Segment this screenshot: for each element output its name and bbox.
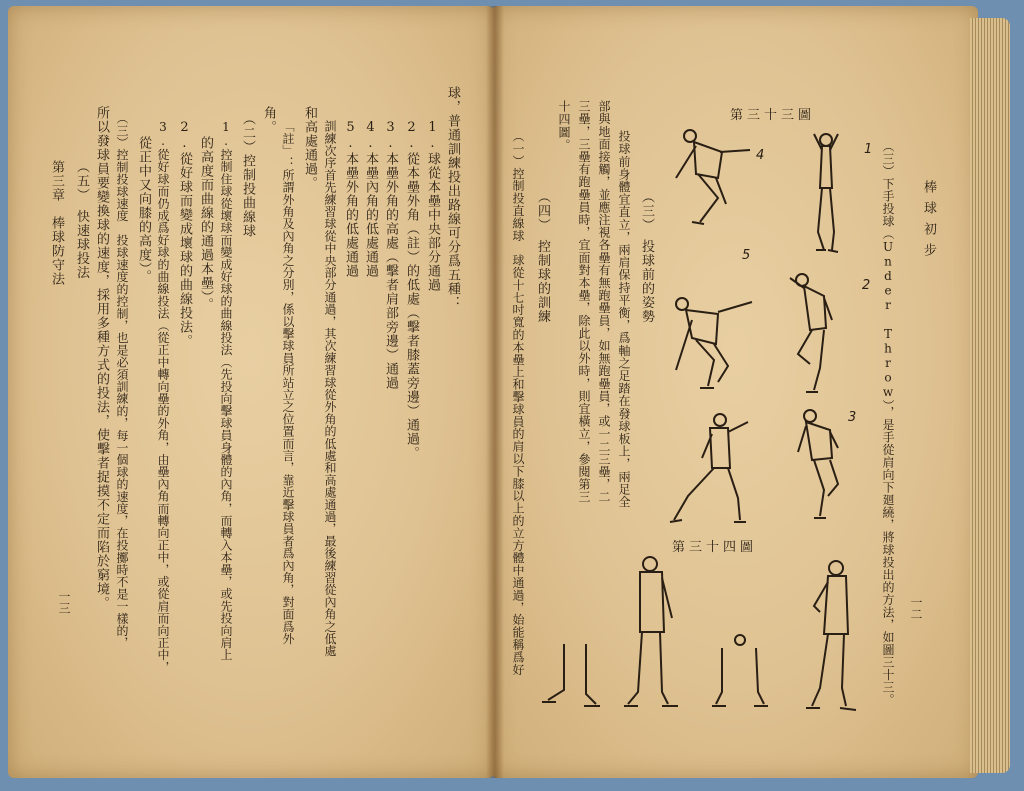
figure-number-2: 2 — [862, 278, 871, 293]
page-edges — [970, 18, 1010, 773]
figure-34-pose-4 — [540, 640, 602, 714]
right-line-1: （三）下手投球（Under Throw），是手從肩向下廻繞，將球投出的方法，如圖三十三。 — [881, 140, 895, 706]
right-line-7: （四） 控制球的訓練 — [535, 190, 550, 324]
left-line-3: 2.從本壘外角（註）的低處（擊者膝蓋旁邊）通過。 — [404, 120, 419, 460]
figure-33-pose-1 — [796, 128, 856, 260]
left-page-number: 一三 — [57, 590, 71, 614]
left-line-16: 從正中又向膝的高度）。 — [136, 136, 151, 284]
figure-34-caption: 第三十四圖 — [672, 540, 758, 555]
left-chapter-heading: 第三章 棒球防守法 — [49, 160, 64, 286]
left-line-15: 3.從好球而仍成爲好球的曲線投法（從正中轉向壘的外角，由壘內角而轉向正中，或從肩而向正中， — [156, 120, 170, 673]
figure-number-1: 1 — [864, 142, 873, 157]
figure-33-pose-3 — [788, 404, 848, 524]
left-line-9: 「註」：所謂外角及內角之分別，係以擊球員所站立之位置而言，靠近擊球員者爲內角，對面爲外 — [281, 120, 295, 645]
figure-34-pose-2 — [708, 632, 772, 712]
right-line-8: （一）控制投直線球 球從十七吋寬的本壘上和擊球員的肩以下膝以上的立方體中通過，始能稱爲好 — [511, 130, 525, 676]
right-line-2: （三） 投球前的姿勢 — [639, 190, 654, 324]
left-line-2: 1.球從本壘中央部分通過 — [425, 120, 440, 292]
figure-33-pose-4 — [664, 124, 760, 230]
left-line-7: 訓練次序首先練習球從中央部分通過，其次練習球從外角的低處和高處通過，最後練習從內角之低處 — [323, 120, 337, 657]
right-page-number: 一二 — [909, 596, 923, 620]
figure-33-pose-2 — [780, 268, 850, 398]
left-line-19: （五） 快速球投法 — [74, 160, 89, 280]
left-line-10: 角。 — [261, 106, 276, 134]
left-line-18: 所以發球員要變換球的速度，採用多種方式的投法，使擊者捉摸不定而陷於窮境。 — [94, 106, 109, 610]
running-head: 棒球初步 — [921, 180, 936, 264]
left-line-12: 1.控制住球從壞球而變成好球的曲線投法（先投向擊球員身體的內角，而轉入本壘，或先投向肩上 — [219, 120, 233, 661]
figure-33-caption: 第三十三圖 — [730, 108, 816, 123]
right-line-4: 部與地面接觸，並應注視各壘有無跑壘員，如無跑壘員，或一二三壘，二 — [597, 100, 611, 504]
left-line-1: 球，普通訓練投出路線可分爲五種： — [445, 86, 460, 310]
figure-number-3: 3 — [848, 410, 857, 425]
right-line-5: 三壘，三壘有跑壘員時，宜面對本壘，除此以外時，則宜橫立，參閱第三 — [577, 100, 591, 504]
left-line-5: 4.本壘內角的低處通過 — [363, 120, 378, 278]
right-line-3: 投球前身體宜直立，兩肩保持平衡，爲軸之足踏在發球板上，兩足全 — [617, 130, 631, 508]
right-line-6: 十四圖。 — [557, 100, 571, 152]
figure-number-5: 5 — [742, 248, 751, 263]
figure-33-pose-5 — [668, 290, 760, 396]
left-line-13: 的高度而曲線的通過本壘）。 — [198, 136, 213, 312]
figure-number-4: 4 — [756, 148, 765, 163]
figure-34-pose-3 — [622, 552, 684, 712]
left-line-6: 5.本壘外角的低處通過 — [343, 120, 358, 278]
left-line-14: 2.從好球而變成壞球的曲線投法。 — [177, 120, 192, 348]
left-line-4: 3.本壘外角的高處（擊者肩部旁邊）通過 — [383, 120, 398, 390]
figure-33-pose-6 — [666, 408, 758, 528]
book-gutter — [486, 6, 504, 778]
left-line-17: （三）控制投球速度 投球速度的控制，也是必須訓練的，每一個球的速度，在投擲時不是一樣的， — [115, 112, 129, 649]
left-line-8: 和高處通過。 — [302, 106, 317, 190]
figure-34-pose-1 — [800, 556, 860, 714]
left-line-11: （二）控制投曲線球 — [240, 112, 255, 238]
